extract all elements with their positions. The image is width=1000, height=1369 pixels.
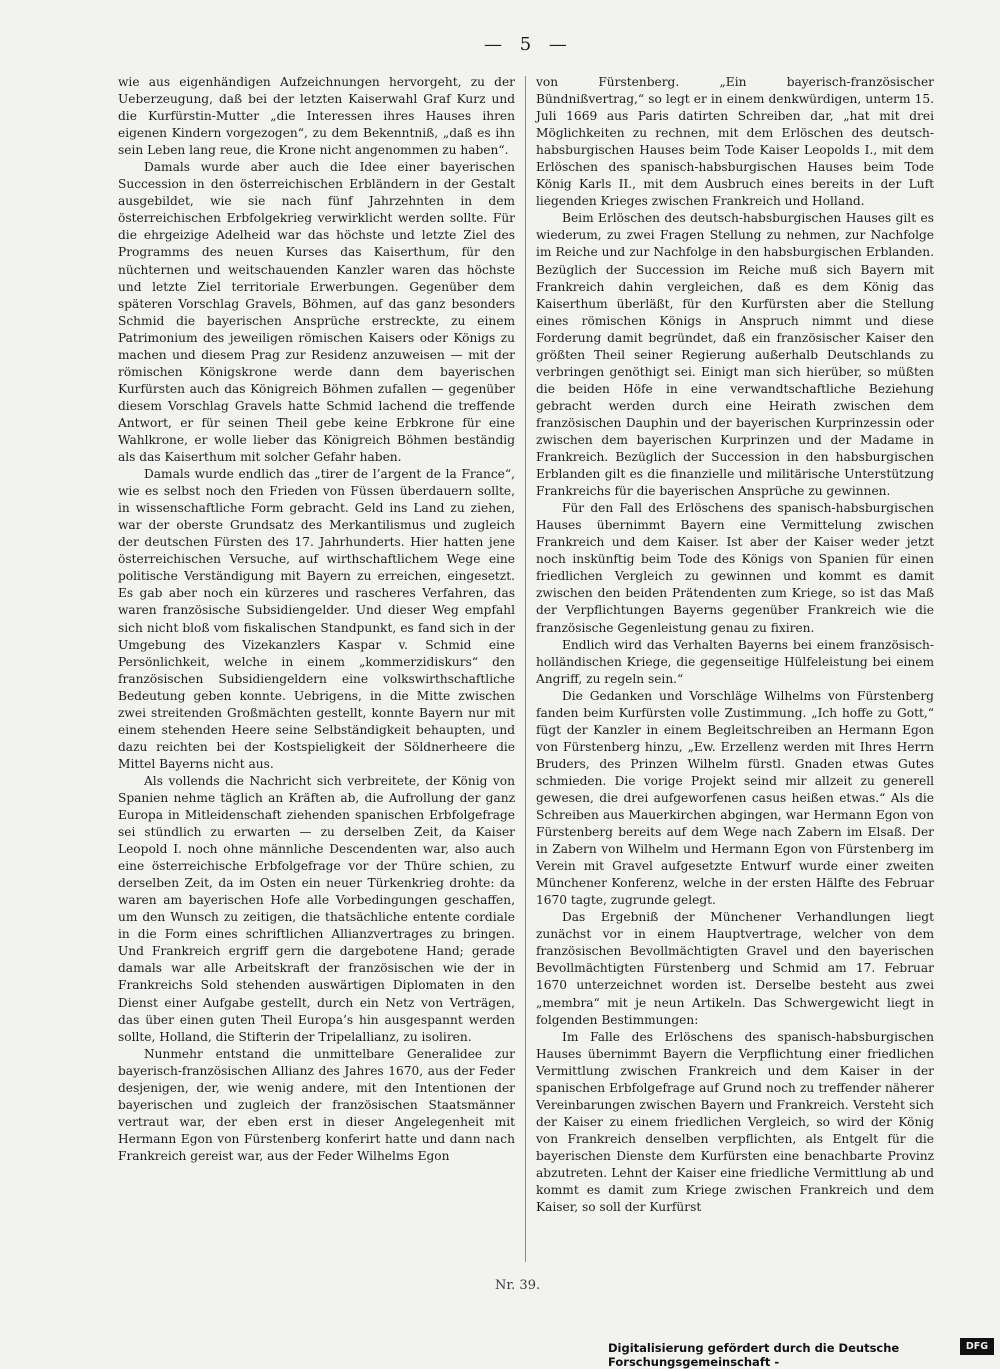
paragraph: Das Ergebniß der Münchener Verhandlungen liegt zunächst vor in einem Hauptvertrage, welcher von dem französischen Bevollmächtigten Gravel und den bayerischen Bevollmächtigten Fürstenberg und Schmid am 17. Februar 1670 unterzeichnet worden ist. Derselbe besteht aus zwei „membra“ mit je neun Artikeln. Das Schwergewicht liegt in folgenden Bestimmungen:	[536, 910, 934, 1027]
issue-number: Nr. 39.	[495, 1278, 541, 1293]
paragraph: von Fürstenberg. „Ein bayerisch-französischer Bündnißvertrag,“ so legt er in einem denkwürdigen, unterm 15. Juli 1669 aus Paris datirten Schreiben dar, „hat mit drei Möglichkeiten zu rechnen, mit dem Erlöschen des deutsch-habsburgischen Hauses beim Tode Kaiser Leopolds I., mit dem Erlöschen des spanisch-habsburgischen Hauses beim Tode König Karls II., mit dem Ausbruch eines bereits in der Luft liegenden Krieges zwischen Frankreich und Holland.	[536, 75, 934, 209]
paragraph: Für den Fall des Erlöschens des spanisch-habsburgischen Hauses übernimmt Bayern eine Vermittelung zwischen Frankreich und dem Kaiser. Ist aber der Kaiser weder jetzt noch inskünftig beim Tode des Königs von Spanien für einen friedlichen Vergleich zu gewinnen und kommt es damit zwischen den beiden Prätendenten zum Kriege, so ist das Maß der Verpflichtungen Bayerns gegenüber Frankreich wie die französische Gegenleistung genau zu fixiren.	[536, 501, 934, 635]
paragraph: Damals wurde aber auch die Idee einer bayerischen Succession in den österreichischen Erbländern in der Gestalt ausgebildet, wie sie nach fünf Jahrzehnten in dem österreichischen Erbfolgekrieg verwirklicht werden sollte. Für die ehrgeizige Adelheid war das höchste und letzte Ziel des Programms des neuen Kurses das Kaiserthum, für den nüchternen und weitschauenden Kanzler waren das höchste und letzte Ziel territoriale Erwerbungen. Gegenüber dem späteren Vorschlag Gravels, Böhmen, auf das ganz besonders Schmid die bayerischen Ansprüche erstreckte, zu einem Patrimonium des jeweiligen römischen Kaisers oder Königs zu machen und diesem Prag zur Residenz anzuweisen — mit der römischen Königskrone werde dann dem bayerischen Kurfürsten auch das Königreich Böhmen zufallen — gegenüber diesem Vorschlag Gravels hatte Schmid lachend die treffende Antwort, er für seinen Theil gebe keine Erbkrone für eine Wahlkrone, er wolle lieber das Königreich Böhmen beständig als das Kaiserthum mit solcher Gefahr haben.	[118, 160, 515, 465]
digitization-credit: Digitalisierung gefördert durch die Deutsche Forschungsgemeinschaft -	[608, 1341, 900, 1369]
page-number: — 5 —	[484, 34, 573, 55]
column-divider	[525, 76, 526, 1262]
paragraph: Beim Erlöschen des deutsch-habsburgischen Hauses gilt es wiederum, zu zwei Fragen Stellung zu nehmen, zur Nachfolge im Reiche und zur Nachfolge in den habsburgischen Erblanden. Bezüglich der Succession im Reiche muß sich Bayern mit Frankreich dahin vergleichen, daß es dem König das Kaiserthum überläßt, für den Kurfürsten aber die Stellung eines römischen Königs in Anspruch nimmt und diese Forderung damit begründet, daß ein französischer Kaiser den größten Theil seiner Regierung außerhalb Deutschlands zu verbringen genöthigt sei. Einigt man sich hierüber, so müßten die beiden Höfe in eine verwandtschaftliche Beziehung gebracht werden durch eine Heirath zwischen dem französischen Dauphin und der bayerischen Kurprinzessin oder zwischen dem bayerischen Kurprinzen und der Madame in Frankreich. Bezüglich der Succession in den habsburgischen Erblanden gilt es die finanzielle und militärische Unterstützung Frankreichs für die bayerischen Ansprüche zu gewinnen.	[536, 211, 934, 499]
right-column	[536, 74, 934, 1216]
paragraph: Damals wurde endlich das „tirer de l’argent de la France“, wie es selbst noch den Frieden von Füssen überdauern sollte, in wissenschaftliche Form gebracht. Geld ins Land zu ziehen, war der oberste Grundsatz des Merkantilismus und zugleich der deutschen Fürsten des 17. Jahrhunderts. Hier hatten jene österreichischen Versuche, auf wirthschaftlichem Wege eine politische Verständigung mit Bayern zu erreichen, eingesetzt. Es gab aber noch ein kürzeres und rascheres Verfahren, das waren französische Subsidiengelder. Und dieser Weg empfahl sich nicht bloß vom fiskalischen Standpunkt, es fand sich in der Umgebung des Vizekanzlers Kaspar v. Schmid eine Persönlichkeit, welche in einem „kommerzidiskurs“ den französischen Subsidiengeldern eine volkswirthschaftliche Bedeutung geben konnte. Uebrigens, in die Mitte zwischen zwei streitenden Großmächten gestellt, konnte Bayern nur mit einem stehenden Heere seine Selbständigkeit behaupten, und dazu reichten bei der Kostspieligkeit der Söldnerheere die Mittel Bayerns nicht aus.	[118, 467, 515, 771]
left-column	[118, 74, 515, 1165]
dfg-logo: DFG	[960, 1338, 994, 1355]
paragraph: wie aus eigenhändigen Aufzeichnungen hervorgeht, zu der Ueberzeugung, daß bei der letzten Kaiserwahl Graf Kurz und die Kurfürstin-Mutter „die Interessen ihres Hauses ihren eigenen Kindern vorgezogen“, zu dem Bekenntniß, „daß es ihn sein Leben lang reue, die Krone nicht angenommen zu haben“.	[118, 75, 515, 158]
paragraph: Die Gedanken und Vorschläge Wilhelms von Fürstenberg fanden beim Kurfürsten volle Zustimmung. „Ich hoffe zu Gott,“ fügt der Kanzler in einem Begleitschreiben an Hermann Egon von Fürstenberg hinzu, „Ew. Erzellenz werden mit Ihres Herrn Bruders, des Prinzen Wilhelm fürstl. Gnaden etwas Gutes schmieden. Die vorige Projekt seind mir allzeit zu generell gewesen, die drei aufgeworfenen casus heißen etwas.“ Als die Schreiben aus Mauerkirchen abgingen, war Hermann Egon von Fürstenberg bereits auf dem Wege nach Zabern im Elsaß. Der in Zabern von Wilhelm und Hermann Egon von Fürstenberg im Verein mit Gravel aufgesetzte Entwurf wurde einer zweiten Münchener Konferenz, welche in der ersten Hälfte des Februar 1670 tagte, zugrunde gelegt.	[536, 688, 934, 908]
paragraph: Endlich wird das Verhalten Bayerns bei einem französisch-holländischen Kriege, die gegenseitige Hülfeleistung bei einem Angriff, zu regeln sein.“	[536, 637, 934, 686]
paragraph: Als vollends die Nachricht sich verbreitete, der König von Spanien nehme täglich an Kräften ab, die Aufrollung der ganz Europa in Mitleidenschaft ziehenden spanischen Erbfolgefrage sei stündlich zu erwarten — zu derselben Zeit, da Kaiser Leopold I. noch ohne männliche Descendenten war, also auch eine österreichische Erbfolgefrage vor der Thüre schien, zu derselben Zeit, da im Osten ein neuer Türkenkrieg drohte: da waren am bayerischen Hofe alle Vorbedingungen geschaffen, um den Wunsch zu zeitigen, die thatsächliche entente cordiale in die Form eines schriftlichen Allianzvertrages zu bringen. Und Frankreich ergriff gern die dargebotene Hand; gerade damals war alle Arbeitskraft der französischen wie der in Frankreichs Sold stehenden auswärtigen Diplomaten in den Dienst einer Aufgabe gestellt, durch ein Netz von Verträgen, das über einen guten Theil Europa’s hin ausgespannt werden sollte, Holland, die Stifterin der Tripelallianz, zu isoliren.	[118, 773, 515, 1044]
paragraph: Nunmehr entstand die unmittelbare Generalidee zur bayerisch-französischen Allianz des Jahres 1670, aus der Feder desjenigen, der, wie wenig andere, mit den Intentionen der bayerischen und zugleich der französischen Staatsmänner vertraut war, der eben erst in dieser Angelegenheit mit Hermann Egon von Fürstenberg konferirt hatte und dann nach Frankreich gereist war, aus der Feder Wilhelms Egon	[118, 1046, 515, 1163]
paragraph: Im Falle des Erlöschens des spanisch-habsburgischen Hauses übernimmt Bayern die Verpflichtung einer friedlichen Vermittlung zwischen Frankreich und dem Kaiser in der spanischen Erbfolgefrage auf Grund noch zu treffender näherer Vereinbarungen zwischen Bayern und Frankreich. Versteht sich der Kaiser zu einem friedlichen Vergleich, so wird der König von Frankreich denselben verpflichten, als Entgelt für die bayerischen Dienste dem Kurfürsten eine benachbarte Provinz abzutreten. Lehnt der Kaiser eine friedliche Vermittlung ab und kommt es damit zum Kriege zwischen Frankreich und dem Kaiser, so soll der Kurfürst	[536, 1029, 934, 1215]
